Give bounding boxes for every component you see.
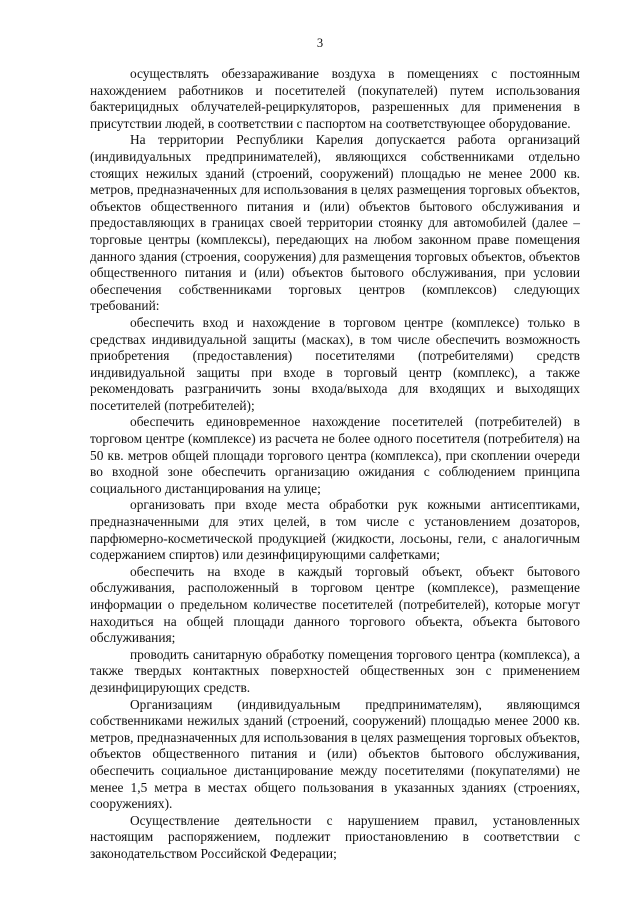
paragraph-suspension: Осуществление деятельности с нарушением правил, установленных настоящим распоряжением, подлежит приостановлению в соответствии с законодательством Российской Федерации; (90, 812, 580, 861)
paragraph-sanitation: проводить санитарную обработку помещения торгового центра (комплекса), а также твердых контактных поверхностей общественных зон с применением дезинфицирующих средств. (90, 646, 580, 695)
paragraph-visitor-limit: обеспечить единовременное нахождение посетителей (потребителей) в торговом центре (комплексе) из расчета не более одного посетителя (потребителя) на 50 кв. метров общей площади торгового центра (комплекса), при скоплении очереди во входной зоне обеспечить организацию ожидания с соблюдением принципа социального дистанцирования на улице; (90, 414, 580, 496)
paragraph-air-disinfection: осуществлять обеззараживание воздуха в помещениях с постоянным нахождением работников и посетителей (покупателей) путем использования бактерицидных облучателей-рециркуляторов, разрешенных для применения в присутствии людей, в соответствии с паспортом на соответствующее оборудование. (90, 66, 580, 131)
paragraph-masks-requirement: обеспечить вход и нахождение в торговом центре (комплексе) только в средствах индивидуальной защиты (масках), в том числе обеспечить возможность приобретения (предоставления) посетителями (потребителями) средств индивидуальной защиты при входе в торговый центр (комплекс), а также рекомендовать разграничить зоны входа/выхода для входящих и выходящих посетителей (потребителей); (90, 314, 580, 413)
paragraph-shopping-centers: На территории Республики Карелия допускается работа организаций (индивидуальных предпринимателей), являющихся собственниками отдельно стоящих нежилых зданий (строений, сооружений) площадью не менее 2000 кв. метров, предназначенных для использования в целях размещения торговых объектов, объектов общественного питания и (или) объектов бытового обслуживания и предоставляющих в границах своей территории стоянку для автомобилей (далее – торговые центры (комплексы), передающих на любом законном праве помещения данного здания (строения, сооружения) для размещения торговых объектов, объектов общественного питания и (или) объектов бытового обслуживания, при условии обеспечения собственниками торговых центров (комплексов) следующих требований: (90, 132, 580, 314)
page-number: 3 (316, 36, 324, 50)
paragraph-capacity-info: обеспечить на входе в каждый торговый объект, объект бытового обслуживания, расположенный в торговом центре (комплексе), размещение информации о предельном количестве посетителей (потребителей), которые могут находиться на общей площади данного торгового объекта, объекта бытового обслуживания; (90, 563, 580, 646)
document-body (90, 66, 580, 863)
paragraph-small-buildings: Организациям (индивидуальным предпринимателям), являющимся собственниками нежилых зданий (строений, сооружений) площадью менее 2000 кв. метров, предназначенных для использования в целях размещения торговых объектов, объектов общественного питания и (или) объектов бытового обслуживания, обеспечить социальное дистанцирование между посетителями (покупателями) не менее 1,5 метра в местах общего пользования в указанных зданиях (строениях, сооружениях). (90, 696, 580, 812)
paragraph-antiseptics: организовать при входе места обработки рук кожными антисептиками, предназначенными для этих целей, в том числе с установлением дозаторов, парфюмерно-косметической продукцией (жидкости, лосьоны, гели, с аналогичным содержанием спиртов) или дезинфицирующими салфетками; (90, 497, 580, 563)
